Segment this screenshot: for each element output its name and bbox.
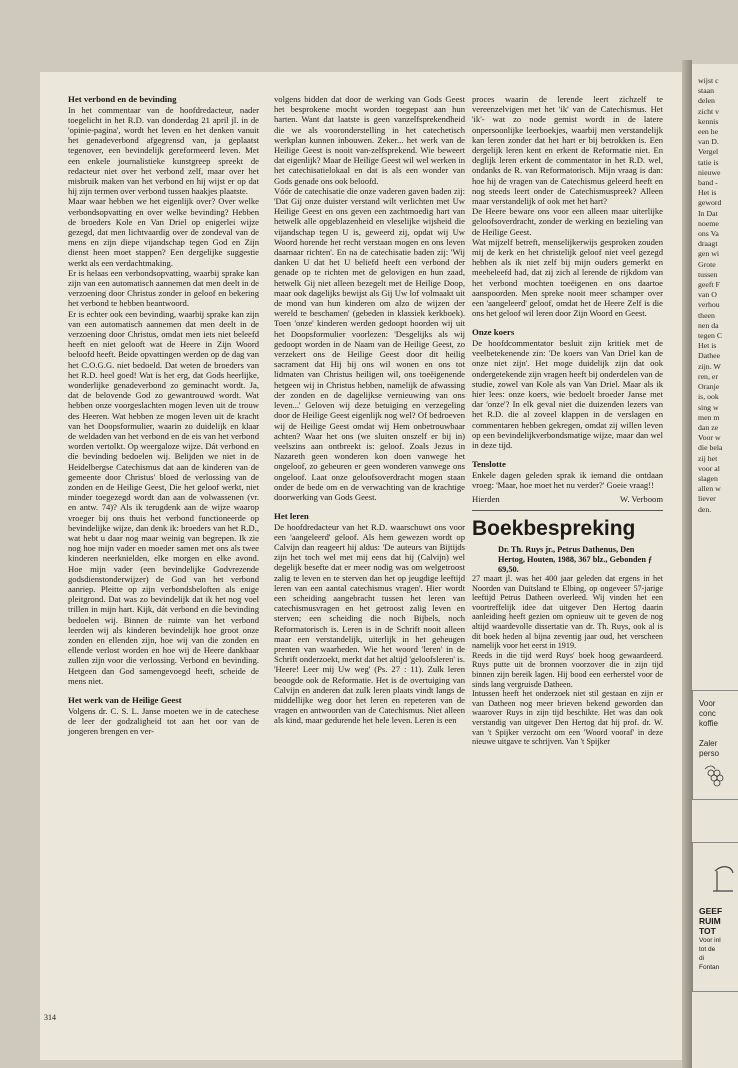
next-page-text: [698, 76, 722, 515]
book-reference: Dr. Th. Ruys jr., Petrus Dathenus, Den Hertog, Houten, 1988, 367 blz., Gebonden ƒ 69,50.: [498, 545, 653, 574]
column-1: [68, 94, 259, 736]
paragraph: Vóór de catechisatie die onze vaderen gaven baden zij: 'Dat Gij onze duister verstand wilt verlichten met Uw Heilige Geest en ons geven een zachtmoedig hart van hetwelk alle opgeblazenheid en vleselijke wijsheid die vijandschap tegen U is, geweerd zij, opdat wij Uw Woord horende het recht verstaan mogen en ons leven daarnaar richten'. En na de catechisatie baden zij: 'Wij danken U dat het U beliefd heeft een verbond der genade op te richten met de gelovigen en hun zaad, hetwelk Gij niet alleen bezegelt met de Heilige Doop, maar ook dagelijks bewijst als Gij Uw lof volmaakt uit de mond van hun kinderen om alzo de wijzen der wereld te beschamen' (gebeden in klassiek kerkboek). Toen 'onze' kinderen werden gedoopt hoorden wij uit het Doopsformulier voorlezen: 'Desgelijks als wij gedoopt worden in de Naam van de Heilige Geest, zo verzekert ons de Heilige Geest door dit heilig sacrament dat Hij bij ons wil wonen en ons tot lidmaten van Christus heiligen wil, ons toeëigenende hetgeen wij in Christus hebben, namelijk de afwassing der zonden en de dagelijkse vernieuwing van ons leven...' Geloven wij deze betuiging en verzegeling door de Heilige Geest eigenlijk nog wel? Of bedroeven wij de Heilige Geest omdat wij Hem onbetrouwbaar achten? Waar het ons (we sluiten onszelf er bij in) veelszins aan ontbreekt is: geloof. Zoals Jezus in Nazareth geen wonderen kon doen vanwege het ongeloof, zo gebeuren er geen wonderen vanwege ons ongeloof. Laat onze geloofsoverdracht mogen staan onder de bede om en de verwachting van de krachtige doorwerking van Gods Geest.: [274, 185, 465, 502]
grape-icon: [699, 763, 738, 791]
advertisement-box: [692, 842, 738, 992]
heading-onze-koers: Onze koers: [472, 327, 515, 338]
paragraph: De hoofdcommentator besluit zijn kritiek met de veelbetekenende zin: 'De koers van Van Driel kan de onze niet zijn'. Het moge duidelijk zijn dat ook ondergetekende zijn vragen heeft bij onderdelen van de studie, zowel van Kole als van Van Driel. Maar als ik hier lees: onze koers, wie bedoelt broeder Janse met dar 'onze'? In elk geval niet die duizenden lezers van het R.D. die al zoveel klappen in de verslagen en commentaren hebben gekregen, omdat zij willen leven op een bevindelijkverbondsmatige wijze, maar dan wel in deze tijd.: [472, 337, 663, 450]
paragraph: proces waarin de lerende leert zichzelf te vereenzelvigen met het 'ik' van de Catechismus. Het 'ik'- wat zo node gemist wordt in de latere onpersoonlijke leerboekjes, waarbij men verstandelijk kan leren zonder dat het hart er bij betrokken is. Een dergelijk leren kent en erkent de Reformatie niet. En deglijk leren erkent de commentator in het R.D. wel, ondanks de R. van Reformatorisch. Mijn vraag is dan: hoe hij de vragen van de Catechismus geleerd heeft en nog steeds leert onder de Catechismuspreek? Alleen maar verstandelijk of ook met het hart?: [472, 94, 663, 207]
next-page-line: band -: [698, 178, 718, 188]
paragraph: 27 maart jl. was het 400 jaar geleden dat ergens in het Noorden van Duitsland te Elbing, op ongeveer 57-jarige leeftijd Petrus Datheen overleed. Wij vinden het een voortreffelijk idee dat uitgever Den Hertog daarin aanleiding heeft gezien om opnieuw uit te geven de nog altijd waardevolle dissertatie van dr. Th. Ruys, ook al is dit boek heden al bijna zeventig jaar oud, het verscheen namelijk voor het eerst in 1919.: [472, 574, 663, 651]
ad-line: Zaler: [699, 739, 718, 748]
next-page-line: tussen: [698, 269, 718, 279]
next-page-line: den.: [698, 504, 712, 514]
logo-icon: [707, 861, 738, 901]
next-page-line: Dathee: [698, 351, 721, 361]
next-page-line: van O: [698, 290, 717, 300]
next-page-line: ons Va: [698, 229, 719, 239]
section-title-boekbespreking: Boekbespreking: [472, 517, 636, 541]
next-page-line: zijn. W: [698, 361, 721, 371]
ad-line: Fontan: [699, 964, 720, 971]
ad-line: TOT: [699, 926, 716, 936]
paragraph: In het commentaar van de hoofdredacteur, nader toegelicht in het R.D. van donderdag 21 april jl. in de 'opinie-pagina', wordt het leven en het denken vanuit het genadeverbond afgegrensd van, ja geplaatst tegenover, een bevindelijk gereformeerd leven. Met een enkele journalistieke kunstgreep spreekt de redacteur niet over het verbond zelf, maar over het misbruik maken van het verbond en hij wijst er op dat hij zijn termen over verbond tussen haakjes plaatste.: [68, 104, 259, 197]
next-page-line: geeft F: [698, 280, 720, 290]
heading-het-leren: Het leren: [274, 511, 309, 522]
signature-author: W. Verboom: [620, 494, 663, 505]
ad-line: perso: [699, 749, 720, 758]
ad-line: GEEF: [699, 906, 723, 916]
paragraph: Er is helaas een verbondsopvatting, waarbij sprake kan zijn van een automatisch aannemen dat men deelt in de verzoening door Christus zonder in geloof en bekering het verbond te hebben beantwoord.: [68, 267, 259, 309]
next-page-line: ren, er: [698, 371, 718, 381]
paragraph: Volgens dr. C. S. L. Janse moeten we in de catechese de leer der godzaligheid tot aan het oor van de jongeren brengen en ver-: [68, 705, 259, 736]
next-page-line: nieuwe: [698, 167, 721, 177]
heading-verbond-bevinding: Het verbond en de bevinding: [68, 94, 177, 104]
next-page-line: Vergel: [698, 147, 719, 157]
next-page-line: van D.: [698, 137, 719, 147]
next-page-line: Grote: [698, 259, 716, 269]
paragraph: Er is echter ook een bevinding, waarbij sprake kan zijn van een automatisch aannemen dat men deelt in de verzoening door Christus, omdat men iets niet beleefd heeft en niet gelooft wat de Heere in Zijn Woord beloofd heeft. Beide opvattingen werden op de dag van het C.O.G.G. niet bedoeld. Dat weten de broeders van het R.D. heel goed! Wat is het erg, dat Gods heerlijke, wonderlijke genadeverbond zo geminacht wordt. Ja, dat de belovende God zo gewantrouwd wordt. Wat hebben onze voorgeslachten mogen leven uit de trouw des Heeren. Wat hebben ze mogen leven uit de kracht van het Doopsformulier, waarin zo duidelijk en klaar de weldaden van het verbond en de eis van het verbond worden vertolkt. Op weergaloze wijze. Dát verbond en díe bevinding bedoelen wij. Belijden we niet in de Heidelbergse Catechismus dat aan de kinderen van de gemeente door Christus' bloed de verlossing van de zonden en de Heilige Geest, Die het geloof werkt, niet minder toegezegd wordt dan aan de volwassenen (vr. en antw. 74)? Als ik terugdenk aan de wijze waarop vroeger bij ons thuis het verbond functioneerde op bevindelijke wijze, dan denk ik: broeders van het R.D., wat hebt u daar nog maar weinig van begrepen. Ik zie nog hoe mijn vader en moeder samen met ons als twee kinderen neerknielden, elke morgen en elke avond. Hoe mijn vader (een bevindelijke Godvrezende godsdienstonderwijzer) de God van het verbond aanriep. Pleitte op zijn verbondsbeloften als enige pleitgrond. Dat was zo bevindelijk dat ik het nog voel trillen in mijn hart. Kijk, dát verbond en díe bevinding bedoelen wij. Binnen de ruimte van het verbond leerden wij als kinderen bevindelijk hoe groot onze zonden en ellenden zijn, hoe wij van die zonden en ellende verlost worden en hoe wij de Heere dankbaar zullen zijn voor die verlossing. Verbond en bevinding. Hetgeen dan God samengevoegd heeft, scheide de mens niet.: [68, 308, 259, 686]
ad-line: koffie: [699, 719, 718, 728]
paragraph: volgens bidden dat door de werking van Gods Geest het besprokene mocht worden toegepast aan hun harten. Want dat laatste is geen vanzelfsprekendheid die we als vooronderstelling in het catechetisch werkplan kunnen inbouwen. Zeker... het werk van de Heilige Geest is nooit van-zelfsprekend. Wie beweert dat eigenlijk? Maar de Heilige Geest wil wel werken in het catechisatielokaal en dat is als een wonder van Gods genade ons ook beloofd.: [274, 94, 465, 186]
next-page-line: delen: [698, 96, 715, 106]
next-page-line: theen: [698, 310, 715, 320]
heading-werk-heilige-geest: Het werk van de Heilige Geest: [68, 695, 182, 706]
ad-line: di: [699, 955, 705, 962]
next-page-line: is, ook: [698, 392, 719, 402]
next-page-line: men m: [698, 412, 720, 422]
paragraph: De hoofdredacteur van het R.D. waarschuwt ons voor een 'aangeleerd' geloof. Als hem gewezen wordt op Calvijn dan reageert hij aldus: 'De auteurs van Bijtijds zijn het toch wel met mij eens dat hij (Calvijn) wel degelijk besefte dat er meer nodig was om welgetroost zalig te leven en te sterven dan het op jeugdige leeftijd leren van een aantal catechismus vragen'. Hier wordt een scheiding aangebracht tussen het leren van catechismusvragen en het getroost zalig leven en sterven; een scheiding die noch Bijbels, noch Reformatorisch is. Leren is in de Schrift nooit alleen maar een verstandelijk, uiterlijk in het geheugen prenten van waarheden. Wie het woord 'leren' in de Schrift onderzoekt, merkt dat het altijd 'geloofsleren' is. 'Heere! Leer mij Uw weg' (Ps. 27 : 11). Zulk leren beoogde ook de Reformatie. Het is de overtuiging van Calvijn en anderen dat zulk leren plaats vindt langs de middellijke weg door het leren en repeteren van de vragen en antwoorden van de Catechismus. Niet alleen als kind, maar gedurende het hele leven. Leren is een: [274, 521, 465, 726]
paragraph: De Heere beware ons voor een alleen maar uiterlijke geloofsoverdracht, zonder de werking en bezieling van de Heilige Geest.: [472, 206, 663, 237]
heading-tenslotte: Tenslotte: [472, 459, 506, 470]
next-page-line: geword: [698, 198, 722, 208]
next-page-line: Voor w: [698, 433, 721, 443]
next-page-line: noeme: [698, 218, 719, 228]
paragraph: Enkele dagen geleden sprak ik iemand die ontdaan vroeg: 'Maar, hoe moet het nu verder?' Goeie vraag!!: [472, 469, 663, 490]
next-page-line: Het is: [698, 188, 717, 198]
column-3: [472, 94, 663, 747]
next-page-line: verhou: [698, 300, 720, 310]
page-number: 314: [44, 1013, 56, 1022]
ad-line: tot de: [699, 946, 716, 953]
next-page-fragment: [692, 64, 738, 1068]
next-page-line: zij het: [698, 453, 718, 463]
next-page-line: kennis: [698, 116, 719, 126]
next-page-line: Het is: [698, 341, 717, 351]
advertisement-box: [692, 690, 738, 800]
next-page-line: slagen: [698, 473, 718, 483]
paragraph: Reeds in die tijd werd Ruys' boek hoog gewaardeerd. Ruys putte uit de bronnen voorzover die in zijn tijd binnen zijn bereik lagen. Hij bood een eerherstel voor de sinds lang vergruisde Datheen.: [472, 650, 663, 689]
next-page-line: nen da: [698, 320, 719, 330]
next-page-line: wijst c: [698, 76, 719, 85]
next-page-line: tegen C: [698, 331, 723, 341]
ad-line: Voor: [699, 699, 716, 708]
page-gutter: [682, 60, 692, 1068]
ad-line: Voor inl: [699, 937, 721, 944]
next-page-line: draagt: [698, 239, 718, 249]
next-page-line: staan: [698, 86, 715, 96]
next-page-line: tatie is: [698, 157, 719, 167]
next-page-line: die bela: [698, 443, 723, 453]
next-page-line: voor al: [698, 463, 720, 473]
ad-line: conc: [699, 709, 716, 718]
next-page-line: allen w: [698, 484, 721, 494]
next-page-line: sing w: [698, 402, 719, 412]
divider: [472, 510, 663, 511]
ad-line: [699, 729, 738, 739]
next-page-line: Oranje: [698, 382, 720, 392]
signature-line: [472, 494, 663, 504]
next-page-line: een he: [698, 127, 719, 137]
column-2: [274, 94, 465, 726]
signature-place: Hierden: [472, 494, 500, 505]
paragraph: Intussen heeft het onderzoek niet stil gestaan en zijn er van Datheen nog meer brieven bekend geworden dan waarover Ruys in zijn tijd beschikte. Het was dan ook verstandig van uitgever Den Hertog dat hij prof. dr. W. van 't Spijker verzocht om een 'Woord vooraf' in deze nieuwe uitgave te schrijven. Van 't Spijker: [472, 689, 663, 747]
next-page-line: zicht v: [698, 106, 719, 116]
paragraph: Maar waar hebben we het eigenlijk over? Over welke verbondsopvatting en over welke bevinding? Hebben de broeders Kole en Van Driel op enigerlei wijze gezegd, dat men lichtvaardig over de zondeval van de mens en zijn diepe vijandschap tegen God en Zijn dienst heen moet stappen? Een dergelijke suggestie werkt als een verdachtmaking.: [68, 196, 259, 268]
next-page-line: dan ze: [698, 422, 719, 432]
paragraph: Wat mijzelf betreft, menselijkerwijs gesproken zouden mij de kerk en het christelijk geloof niet veel gezegd hebben als ik niet zelf bij mijn ouders gemerkt en meebeleefd had, dat zij zich al lerende de rijkdom van het verbond mochten toeëigenen en ons daartoe aanspoorden. Men spreke nooit meer schamper over een 'aangeleerd' geloof, omdat het de Heere Zelf is die ons het geloof wil leren door Zijn Woord en Geest.: [472, 236, 663, 319]
next-page-line: liever: [698, 494, 716, 504]
next-page-line: In Dat: [698, 208, 718, 218]
next-page-line: gen wi: [698, 249, 720, 259]
ad-line: RUIM: [699, 916, 721, 926]
